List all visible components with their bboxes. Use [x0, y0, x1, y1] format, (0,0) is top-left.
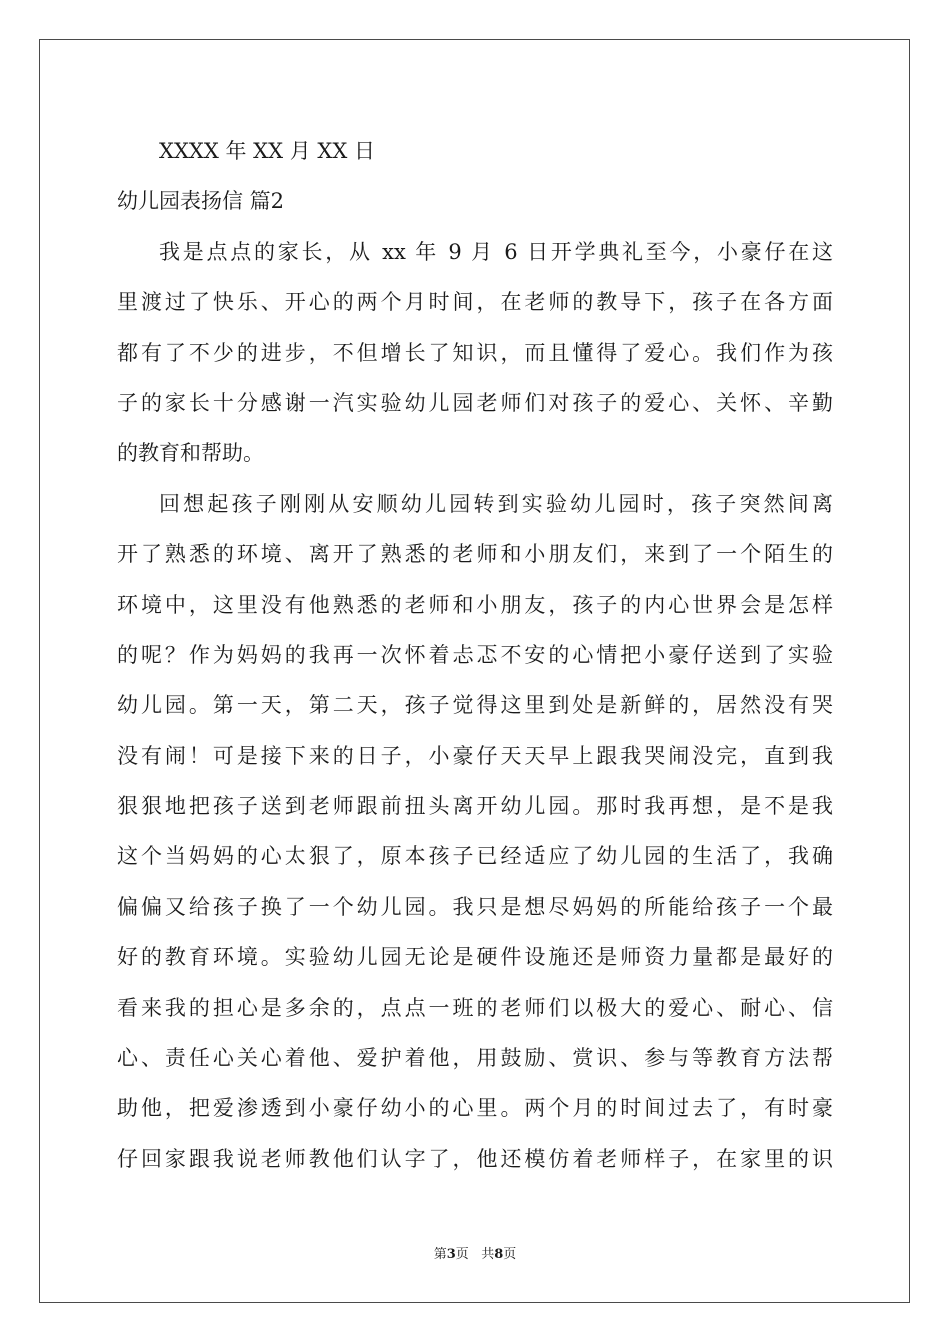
paragraph-1 [117, 227, 833, 479]
paragraph-line: 环境中，这里没有他熟悉的老师和小朋友，孩子的内心世界会是怎样 [117, 592, 833, 617]
footer-prefix: 第 [433, 1247, 447, 1262]
paragraph-line: 都有了不少的进步，不但增长了知识，而且懂得了爱心。我们作为孩 [117, 340, 833, 365]
footer-total-pages: 8 [494, 1247, 504, 1262]
paragraph-line: 好的教育环境。实验幼儿园无论是硬件设施还是师资力量都是最好的 [117, 945, 833, 970]
document-body [117, 126, 833, 1184]
paragraph-line: 回想起孩子刚刚从安顺幼儿园转到实验幼儿园时，孩子突然间离 [159, 491, 833, 516]
paragraph-line: 子的家长十分感谢一汽实验幼儿园老师们对孩子的爱心、关怀、辛勤 [117, 390, 833, 415]
footer-total-prefix: 共 [481, 1247, 495, 1262]
section-heading: 幼儿园表扬信 篇2 [117, 189, 285, 214]
page-footer [0, 1246, 950, 1264]
footer-total-suffix: 页 [503, 1247, 517, 1262]
paragraph-2 [117, 479, 833, 1184]
paragraph-line: 仔回家跟我说老师教他们认字了，他还模仿着老师样子，在家里的识 [117, 1146, 833, 1171]
paragraph-line: 狠狠地把孩子送到老师跟前扭头离开幼儿园。那时我再想，是不是我 [117, 794, 833, 819]
paragraph-line: 我是点点的家长，从 xx 年 9 月 6 日开学典礼至今，小豪仔在这 [159, 239, 833, 264]
date-line: XXXX 年 XX 月 XX 日 [159, 139, 375, 163]
paragraph-line: 没有闹！可是接下来的日子，小豪仔天天早上跟我哭闹没完，直到我 [117, 743, 833, 768]
footer-page-number: 3 [446, 1247, 456, 1262]
paragraph-line: 助他，把爱渗透到小豪仔幼小的心里。两个月的时间过去了，有时豪 [117, 1096, 833, 1121]
paragraph-line: 的呢？作为妈妈的我再一次怀着忐忑不安的心情把小豪仔送到了实验 [117, 642, 833, 667]
paragraph-line: 看来我的担心是多余的，点点一班的老师们以极大的爱心、耐心、信 [117, 995, 833, 1020]
paragraph-line: 偏偏又给孩子换了一个幼儿园。我只是想尽妈妈的所能给孩子一个最 [117, 894, 833, 919]
paragraph-line: 的教育和帮助。 [117, 441, 264, 466]
paragraph-line: 开了熟悉的环境、离开了熟悉的老师和小朋友们，来到了一个陌生的 [117, 542, 833, 567]
paragraph-line: 这个当妈妈的心太狠了，原本孩子已经适应了幼儿园的生活了，我确 [117, 844, 833, 869]
paragraph-line: 心、责任心关心着他、爱护着他，用鼓励、赏识、参与等教育方法帮 [117, 1046, 833, 1071]
footer-page-suffix: 页 [455, 1247, 469, 1262]
paragraph-line: 里渡过了快乐、开心的两个月时间，在老师的教导下，孩子在各方面 [117, 290, 833, 315]
paragraph-line: 幼儿园。第一天，第二天，孩子觉得这里到处是新鲜的，居然没有哭 [117, 693, 833, 718]
